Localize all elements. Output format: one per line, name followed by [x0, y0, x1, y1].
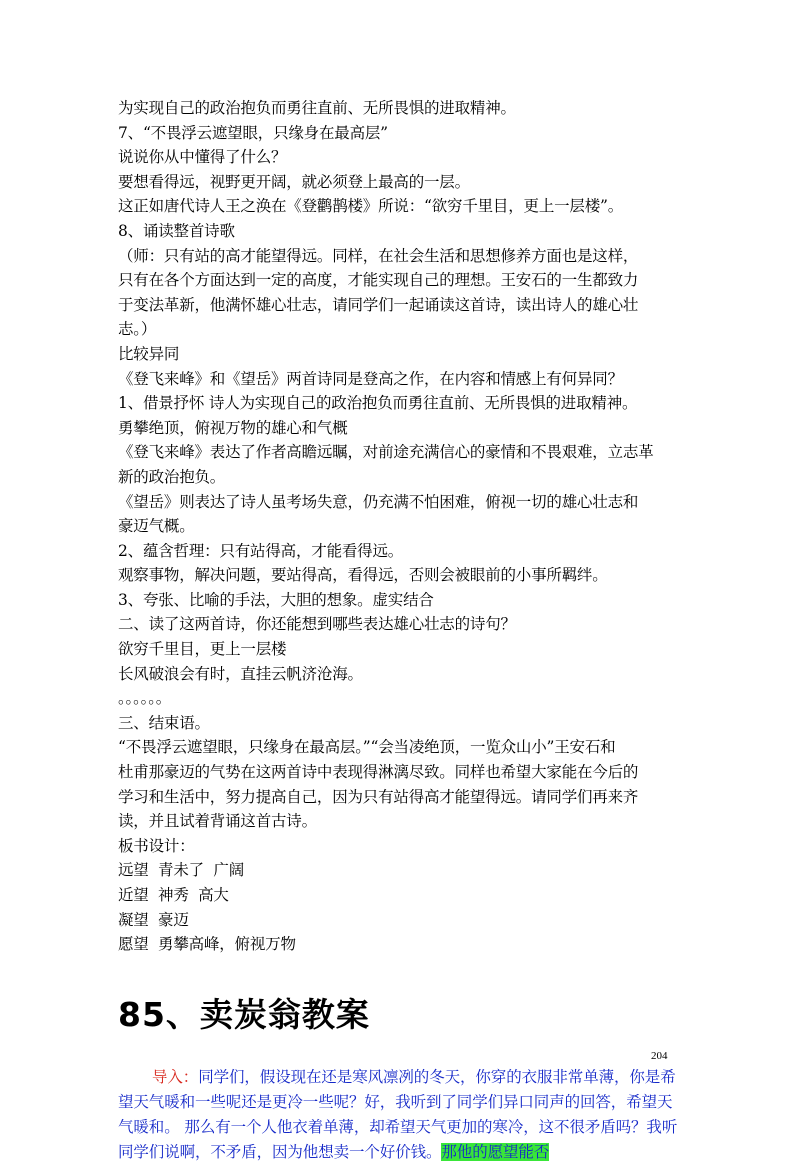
text-line: 于变法革新，他满怀雄心壮志，请同学们一起诵读这首诗，读出诗人的雄心壮 [118, 295, 639, 314]
intro-highlight: 那他的愿望能否 [441, 1142, 550, 1161]
text-line: 《登飞来峰》和《望岳》两首诗同是登高之作，在内容和情感上有何异同？ [118, 369, 623, 388]
text-line: 说说你从中懂得了什么？ [118, 148, 287, 167]
text-line: 2、蕴含哲理：只有站得高，才能看得远。 [118, 541, 404, 560]
text-line: 《望岳》则表达了诗人虽考场失意，仍充满不怕困难，俯视一切的雄心壮志和 [118, 492, 639, 511]
body-text [118, 96, 684, 957]
text-line: （师：只有站的高才能望得远。同样，在社会生活和思想修养方面也是这样， [118, 246, 639, 265]
text-line: 观察事物，解决问题，要站得高，看得远，否则会被眼前的小事所羁绊。 [118, 566, 608, 585]
text-line: “不畏浮云遮望眼，只缘身在最高层。”“会当凌绝顶，一览众山小”王安石和 [118, 738, 616, 757]
text-line: 7、“不畏浮云遮望眼，只缘身在最高层” [118, 123, 388, 142]
text-line: 8、诵读整首诗歌 [118, 221, 235, 240]
lesson-heading: 85、卖炭翁教案 [118, 994, 370, 1034]
section-label: 板书设计： [118, 836, 195, 855]
intro-body: 同学们，假设现在还是寒风凛冽的冬天，你穿的衣服非常单薄，你是希望天气暖和一些呢还是更冷一些呢？好，我听到了同学们异口同声的回答，希望天气暖和。 那么有一个人他衣着单薄，却希望天气更加的寒冷，这不很矛盾吗？我听同学们说啊，不矛盾，因为他想卖一个好价钱。 [118, 1067, 678, 1161]
text-line: 1、借景抒怀 诗人为实现自己的政治抱负而勇往直前、无所畏惧的进取精神。 [118, 394, 638, 413]
text-line: 为实现自己的政治抱负而勇往直前、无所畏惧的进取精神。 [118, 99, 516, 117]
poem-line: 欲穷千里目，更上一层楼 [118, 640, 287, 659]
page-number: 204 [651, 1050, 668, 1062]
text-line: 豪迈气概。 [118, 517, 195, 536]
text-line: 这正如唐代诗人王之涣在《登鹳鹊楼》所说：“欲穷千里目，更上一层楼”。 [118, 197, 624, 216]
ellipsis-line: 。。。。。。 [118, 689, 172, 708]
board-design-row: 近望 神秀 高大 [118, 886, 229, 904]
text-line: 志。） [118, 320, 157, 339]
intro-lead: 导入： [152, 1067, 199, 1086]
text-line: 3、夸张、比喻的手法，大胆的想象。虚实结合 [118, 590, 434, 609]
board-design-row: 远望 青未了 广阔 [118, 861, 245, 880]
text-line: 杜甫那豪迈的气势在这两首诗中表现得淋漓尽致。同样也希望大家能在今后的 [118, 763, 639, 782]
section-label: 三、结束语。 [118, 713, 210, 732]
text-line: 读，并且试着背诵这首古诗。 [118, 812, 317, 831]
text-line: 学习和生活中，努力提高自己，因为只有站得高才能望得远。请同学们再来齐 [118, 787, 639, 806]
text-line: 《登飞来峰》表达了作者高瞻远瞩，对前途充满信心的豪情和不畏艰难，立志革 [118, 443, 654, 462]
text-line: 要想看得远，视野更开阔，就必须登上最高的一层。 [118, 172, 470, 191]
poem-line: 长风破浪会有时，直挂云帆济沧海。 [118, 664, 363, 683]
section-label: 比较异同 [118, 344, 180, 363]
document-page [118, 96, 684, 1165]
text-line: 二、读了这两首诗，你还能想到哪些表达雄心壮志的诗句？ [118, 615, 516, 634]
text-line: 只有在各个方面达到一定的高度，才能实现自己的理想。王安石的一生都致力 [118, 271, 639, 290]
text-line: 勇攀绝顶，俯视万物的雄心和气概 [118, 418, 348, 437]
board-design-row: 凝望 豪迈 [118, 910, 189, 929]
board-design-row: 愿望 勇攀高峰，俯视万物 [118, 935, 296, 954]
text-line: 新的政治抱负。 [118, 467, 226, 486]
intro-paragraph [118, 1065, 684, 1165]
